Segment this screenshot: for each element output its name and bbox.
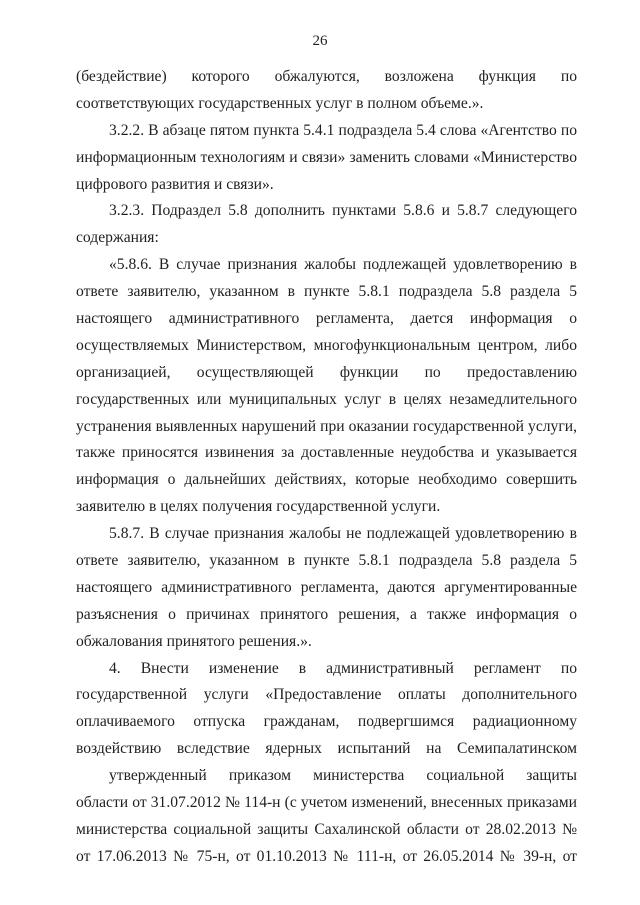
text-line: ответе заявителю, указанном в пункте 5.8.1 подраздела 5.8 раздела 5 (76, 552, 577, 570)
text-line: информация о дальнейших действиях, которые необходимо совершить (76, 471, 577, 489)
text-line: соответствующих государственных услуг в полном объеме.». (76, 94, 484, 112)
text-line: оплачиваемого отпуска гражданам, подвергшимся радиационному (76, 713, 577, 731)
text-line: 5.8.7. В случае признания жалобы не подлежащей удовлетворению в (109, 525, 577, 543)
document-body (76, 64, 577, 871)
text-line: от 17.06.2013 № 75-н, от 01.10.2013 № 111-н, от 26.05.2014 № 39-н, от (76, 847, 577, 865)
text-line: 3.2.3. Подраздел 5.8 дополнить пунктами 5.8.6 и 5.8.7 следующего (109, 202, 577, 220)
page-number: 26 (312, 33, 328, 49)
text-line: организацией, осуществляющей функции по предоставлению (76, 363, 577, 381)
text-line: содержания: (76, 229, 159, 247)
text-line: настоящего административного регламента, дается информация о (76, 310, 577, 328)
text-line: области от 31.07.2012 № 114-н (с учетом изменений, внесенных приказами (76, 794, 577, 812)
text-line: осуществляемых Министерством, многофункциональным центром, либо (76, 336, 577, 354)
text-line: настоящего административного регламента, даются аргументированные (76, 578, 577, 596)
text-line: 4. Внести изменение в административный регламент по (109, 659, 577, 677)
text-line: ответе заявителю, указанном в пункте 5.8.1 подраздела 5.8 раздела 5 (76, 283, 577, 301)
text-line: также приносятся извинения за доставленные неудобства и указывается (76, 444, 577, 462)
text-line: обжалования принятого решения.». (76, 632, 312, 650)
text-line: информационным технологиям и связи» заменить словами «Министерство (76, 148, 577, 166)
text-line: воздействию вследствие ядерных испытаний на Семипалатинском (76, 740, 577, 758)
text-line: «5.8.6. В случае признания жалобы подлежащей удовлетворению в (109, 256, 577, 274)
text-line: государственной услуги «Предоставление оплаты дополнительного (76, 686, 577, 704)
text-line: цифрового развития и связи». (76, 175, 274, 193)
text-line: устранения выявленных нарушений при оказании государственной услуги, (76, 417, 577, 435)
text-line: утвержденный приказом министерства социальной защиты (109, 767, 577, 785)
text-line: 3.2.2. В абзаце пятом пункта 5.4.1 подраздела 5.4 слова «Агентство по (109, 121, 577, 139)
text-line: (бездействие) которого обжалуются, возложена функция по (76, 68, 577, 85)
text-line: министерства социальной защиты Сахалинской области от 28.02.2013 № (76, 820, 577, 838)
text-line: государственных или муниципальных услуг в целях незамедлительного (76, 390, 577, 408)
text-line: заявителю в целях получения государственной услуги. (76, 498, 441, 516)
text-line: разъяснения о причинах принятого решения, а также информация о (76, 605, 577, 623)
